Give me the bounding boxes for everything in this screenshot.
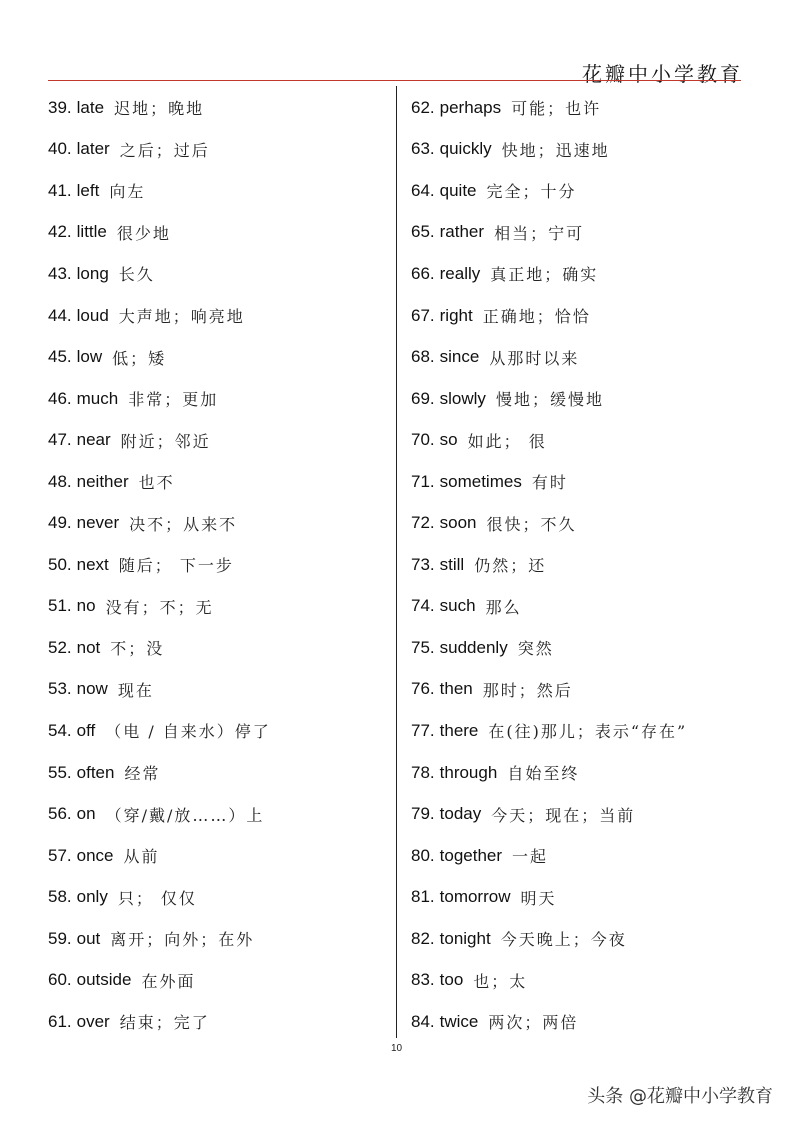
- vocab-number: 84.: [411, 1011, 435, 1031]
- vocab-item: [48, 627, 271, 669]
- vocab-word: never: [76, 513, 120, 533]
- vocab-word: low: [76, 347, 103, 367]
- vocab-item: [48, 461, 271, 503]
- vocab-number: 56.: [48, 804, 72, 824]
- vocab-word: tonight: [439, 928, 491, 948]
- vocab-meaning: 在(往)那儿；表示“存在”: [488, 722, 688, 742]
- vocab-item: [411, 627, 687, 669]
- vocab-item: [411, 1001, 687, 1043]
- vocab-meaning: 离开；向外；在外: [110, 930, 255, 950]
- vocab-meaning: 随后； 下一步: [118, 556, 234, 576]
- vocab-item: [48, 212, 271, 254]
- vocab-number: 64.: [411, 180, 435, 200]
- vocab-item: [411, 419, 687, 461]
- vocab-meaning: 长久: [118, 265, 155, 285]
- vocab-number: 57.: [48, 845, 72, 865]
- vocab-number: 53.: [48, 679, 72, 699]
- vocab-word: quite: [439, 180, 477, 200]
- vocab-number: 63.: [411, 139, 435, 159]
- vocab-word: off: [76, 720, 96, 740]
- vocab-meaning: 大声地；响亮地: [118, 307, 245, 326]
- vocab-number: 80.: [411, 845, 435, 865]
- vocab-word: left: [76, 180, 100, 200]
- vocab-word: today: [439, 804, 482, 824]
- vocab-item: [411, 752, 687, 794]
- vocab-item: [48, 586, 271, 628]
- vocab-item: [48, 419, 271, 461]
- vocab-meaning: 决不；从来不: [129, 514, 238, 534]
- vocab-meaning: 突然: [517, 639, 554, 659]
- vocab-meaning: 现在: [117, 680, 154, 700]
- vocab-word: near: [76, 430, 111, 450]
- vocab-number: 51.: [48, 596, 72, 616]
- vocab-meaning: 之后；过后: [119, 140, 210, 160]
- vocab-item: [48, 253, 271, 295]
- vocab-number: 47.: [48, 430, 72, 450]
- vocab-word: right: [439, 305, 473, 325]
- vocab-word: rather: [439, 222, 485, 242]
- vocab-number: 70.: [411, 430, 435, 450]
- vocab-number: 50.: [48, 554, 72, 574]
- vocab-word: no: [76, 596, 96, 616]
- vocab-number: 60.: [48, 970, 72, 990]
- vocab-number: 39.: [48, 97, 72, 117]
- vocab-number: 67.: [411, 305, 435, 325]
- vocab-item: [48, 295, 271, 337]
- vocab-word: there: [439, 720, 479, 740]
- vocab-meaning: 那么: [485, 597, 522, 617]
- vocab-number: 73.: [411, 554, 435, 574]
- vocab-list-left: [48, 87, 271, 1043]
- vocab-meaning: 慢地；缓慢地: [495, 390, 604, 410]
- vocab-number: 77.: [411, 720, 435, 740]
- vocab-number: 41.: [48, 180, 72, 200]
- vocab-meaning: 也不: [138, 473, 175, 493]
- vocab-meaning: （电 / 自来水）停了: [105, 722, 271, 742]
- vocab-item: [411, 669, 687, 711]
- vocab-word: soon: [439, 513, 477, 533]
- vocab-item: [411, 295, 687, 337]
- vocab-item: [411, 212, 687, 254]
- vocab-word: loud: [76, 305, 109, 325]
- vocab-item: [48, 918, 271, 960]
- vocab-meaning: 向左: [109, 182, 146, 202]
- vocab-number: 40.: [48, 139, 72, 159]
- vocab-number: 48.: [48, 471, 72, 491]
- vocab-number: 61.: [48, 1011, 72, 1031]
- vocab-word: over: [76, 1011, 110, 1031]
- vocab-meaning: 真正地；确实: [490, 265, 599, 285]
- vocab-number: 45.: [48, 347, 72, 367]
- header-divider: [48, 80, 741, 81]
- column-divider: [396, 86, 397, 1038]
- vocab-meaning: 也；太: [473, 971, 528, 991]
- vocab-item: [48, 669, 271, 711]
- vocab-item: [48, 336, 271, 378]
- vocab-word: once: [76, 845, 114, 865]
- vocab-meaning: 不；没: [110, 639, 165, 659]
- vocab-word: then: [439, 679, 473, 699]
- vocab-word: suddenly: [439, 637, 508, 657]
- vocab-meaning: 今天；现在；当前: [491, 805, 636, 825]
- vocab-meaning: 很快；不久: [486, 514, 577, 534]
- vocab-item: [48, 378, 271, 420]
- vocab-number: 69.: [411, 388, 435, 408]
- vocab-item: [48, 835, 271, 877]
- vocab-item: [48, 87, 271, 129]
- vocab-number: 71.: [411, 471, 435, 491]
- vocab-word: quickly: [439, 139, 492, 159]
- vocab-number: 44.: [48, 305, 72, 325]
- vocab-item: [411, 959, 687, 1001]
- vocab-word: really: [439, 263, 481, 283]
- vocab-word: so: [439, 430, 458, 450]
- vocab-number: 46.: [48, 388, 72, 408]
- vocab-meaning: 从前: [123, 847, 160, 867]
- vocab-meaning: 在外面: [141, 971, 196, 991]
- vocab-word: not: [76, 637, 101, 657]
- vocab-item: [48, 129, 271, 171]
- vocab-item: [411, 835, 687, 877]
- vocab-word: twice: [439, 1011, 479, 1031]
- vocab-word: now: [76, 679, 108, 699]
- vocab-item: [411, 129, 687, 171]
- vocab-word: still: [439, 554, 465, 574]
- page-number: 10: [390, 1043, 403, 1054]
- vocab-number: 81.: [411, 887, 435, 907]
- vocab-meaning: 有时: [531, 473, 568, 493]
- vocab-number: 75.: [411, 637, 435, 657]
- vocab-item: [48, 793, 271, 835]
- vocab-meaning: 完全；十分: [486, 182, 577, 202]
- vocab-meaning: 很少地: [116, 223, 171, 243]
- vocab-item: [411, 253, 687, 295]
- vocab-item: [411, 586, 687, 628]
- vocab-number: 54.: [48, 720, 72, 740]
- vocab-number: 68.: [411, 347, 435, 367]
- vocab-word: long: [76, 263, 109, 283]
- vocab-item: [411, 502, 687, 544]
- watermark: 头条 @花瓣中小学教育: [587, 1086, 773, 1107]
- vocab-meaning: （穿/戴/放……）上: [105, 805, 265, 825]
- vocab-item: [48, 544, 271, 586]
- vocab-word: slowly: [439, 388, 486, 408]
- vocab-number: 49.: [48, 513, 72, 533]
- vocab-word: little: [76, 222, 107, 242]
- vocab-word: next: [76, 554, 109, 574]
- vocab-meaning: 结束；完了: [119, 1013, 210, 1033]
- vocab-meaning: 低；矮: [112, 348, 167, 368]
- vocab-item: [411, 378, 687, 420]
- vocab-meaning: 正确地；恰恰: [482, 307, 591, 326]
- vocab-item: [411, 336, 687, 378]
- vocab-number: 79.: [411, 804, 435, 824]
- vocab-word: together: [439, 845, 503, 865]
- vocab-item: [48, 710, 271, 752]
- vocab-item: [48, 170, 271, 212]
- vocab-number: 82.: [411, 928, 435, 948]
- vocab-number: 66.: [411, 263, 435, 283]
- vocab-meaning: 两次；两倍: [488, 1013, 579, 1033]
- vocab-item: [411, 793, 687, 835]
- vocab-word: sometimes: [439, 471, 522, 491]
- vocab-word: on: [76, 804, 96, 824]
- vocab-meaning: 明天: [520, 888, 557, 908]
- vocab-meaning: 今天晚上；今夜: [500, 930, 627, 950]
- vocab-item: [48, 1001, 271, 1043]
- vocab-item: [411, 710, 687, 752]
- vocab-meaning: 一起: [512, 847, 549, 867]
- vocab-item: [48, 752, 271, 794]
- vocab-word: outside: [76, 970, 132, 990]
- vocab-word: through: [439, 762, 498, 782]
- vocab-list-right: [411, 87, 687, 1043]
- vocab-number: 62.: [411, 97, 435, 117]
- vocab-meaning: 迟地；晚地: [114, 99, 205, 119]
- vocab-item: [411, 461, 687, 503]
- vocab-word: out: [76, 928, 101, 948]
- vocab-number: 83.: [411, 970, 435, 990]
- vocab-number: 65.: [411, 222, 435, 242]
- vocab-item: [411, 544, 687, 586]
- vocab-meaning: 没有；不；无: [105, 597, 214, 617]
- vocab-word: such: [439, 596, 476, 616]
- vocab-word: only: [76, 887, 108, 907]
- vocab-item: [411, 876, 687, 918]
- vocab-word: late: [76, 97, 105, 117]
- vocab-meaning: 那时；然后: [482, 680, 573, 700]
- vocab-word: much: [76, 388, 119, 408]
- vocab-word: often: [76, 762, 115, 782]
- vocab-item: [411, 87, 687, 129]
- vocab-number: 42.: [48, 222, 72, 242]
- vocab-item: [411, 170, 687, 212]
- vocab-number: 74.: [411, 596, 435, 616]
- vocab-meaning: 自始至终: [507, 764, 580, 784]
- vocab-word: neither: [76, 471, 129, 491]
- vocab-number: 72.: [411, 513, 435, 533]
- vocab-meaning: 快地；迅速地: [501, 140, 610, 160]
- vocab-meaning: 仍然；还: [474, 556, 547, 576]
- vocab-meaning: 只； 仅仅: [117, 888, 197, 908]
- vocab-item: [48, 959, 271, 1001]
- vocab-item: [48, 876, 271, 918]
- vocab-meaning: 从那时以来: [489, 348, 580, 368]
- vocab-meaning: 可能；也许: [511, 99, 602, 119]
- vocab-word: perhaps: [439, 97, 502, 117]
- vocab-number: 59.: [48, 928, 72, 948]
- vocab-meaning: 非常；更加: [128, 390, 219, 410]
- vocab-item: [48, 502, 271, 544]
- brand-title: 花瓣中小学教育: [582, 62, 743, 86]
- vocab-number: 58.: [48, 887, 72, 907]
- vocab-number: 78.: [411, 762, 435, 782]
- vocab-number: 55.: [48, 762, 72, 782]
- vocab-meaning: 附近；邻近: [120, 431, 211, 451]
- vocab-word: since: [439, 347, 480, 367]
- vocab-word: too: [439, 970, 464, 990]
- vocab-number: 76.: [411, 679, 435, 699]
- vocab-meaning: 相当；宁可: [494, 223, 585, 243]
- vocab-meaning: 经常: [124, 764, 161, 784]
- vocab-item: [411, 918, 687, 960]
- vocab-word: later: [76, 139, 110, 159]
- vocab-number: 43.: [48, 263, 72, 283]
- vocab-word: tomorrow: [439, 887, 511, 907]
- vocab-number: 52.: [48, 637, 72, 657]
- vocab-meaning: 如此； 很: [467, 431, 547, 451]
